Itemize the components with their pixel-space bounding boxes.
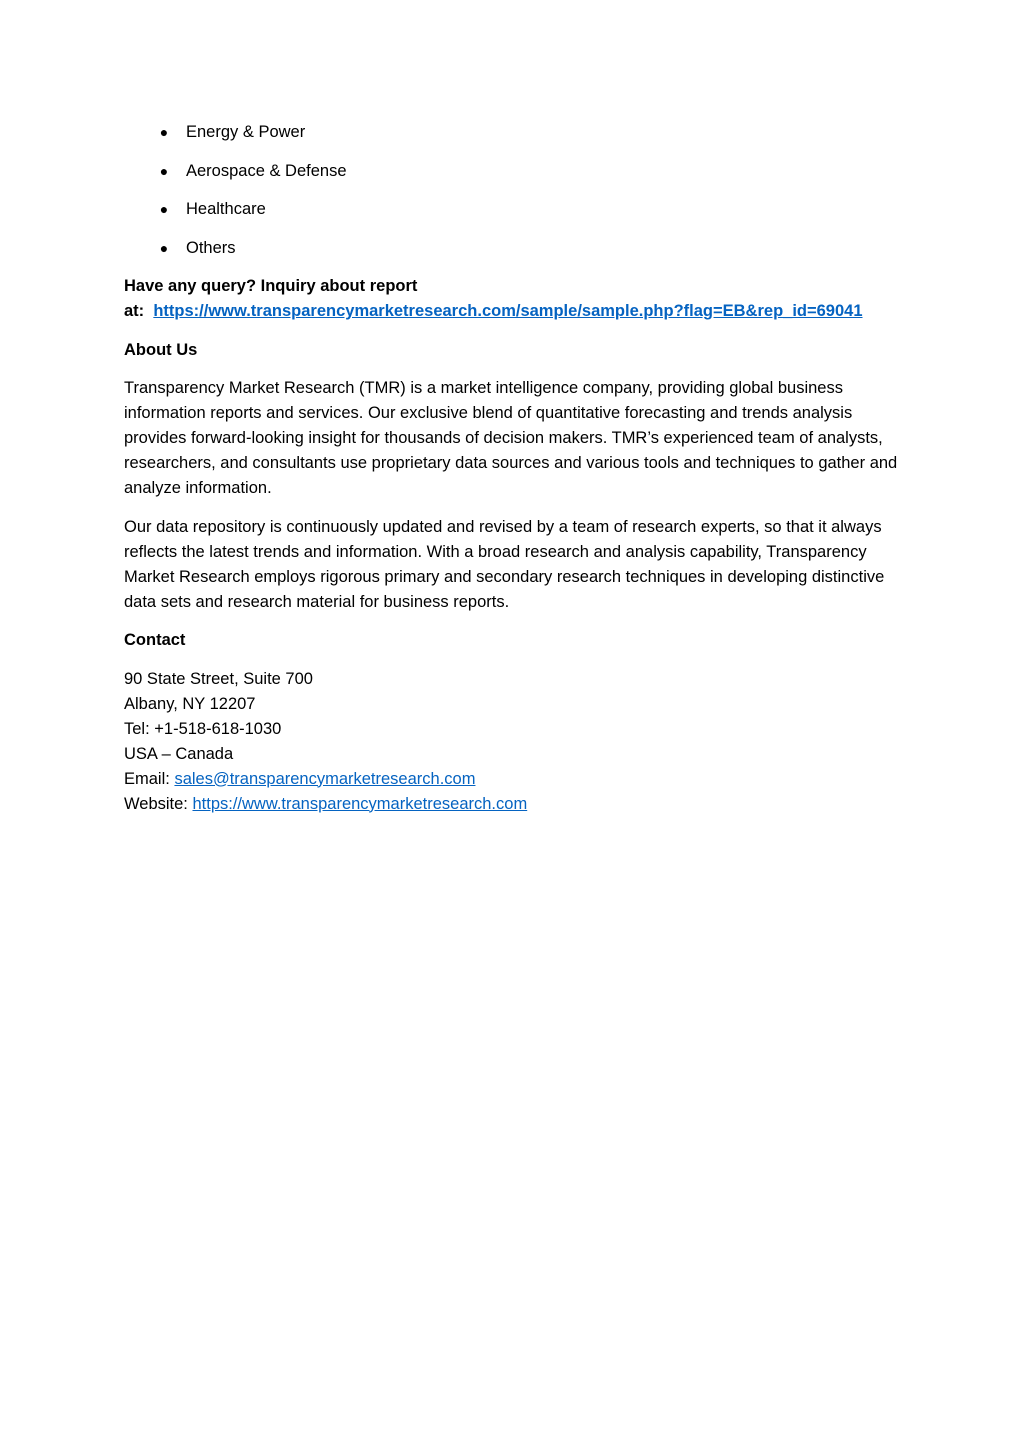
list-item-label: Energy & Power [186, 123, 306, 141]
industry-list [124, 120, 904, 261]
website-link[interactable]: https://www.transparencymarketresearch.com [192, 794, 528, 813]
email-link[interactable]: sales@transparencymarketresearch.com [174, 769, 476, 788]
inquiry-text: Have any query? Inquiry about report [124, 277, 418, 295]
contact-address-line1: 90 State Street, Suite 700 [124, 669, 313, 688]
website-label: Website: [124, 794, 188, 813]
contact-website-line [124, 792, 904, 817]
list-item [124, 236, 904, 261]
sample-report-link[interactable]: https://www.transparencymarketresearch.com/sample/sample.php?flag=EB&rep_id=69041 [153, 302, 863, 320]
about-paragraph: Our data repository is continuously updated and revised by a team of research experts, so that it always reflects the latest trends and information. With a broad research and analysis capability, Transparency Market Research employs rigorous primary and secondary research techniques in developing distinctive data sets and research material for business reports. [124, 517, 885, 611]
contact-tel: Tel: +1-518-618-1030 [124, 719, 282, 738]
list-item-label: Healthcare [186, 200, 266, 218]
about-heading: About Us [124, 340, 198, 359]
contact-address-line2: Albany, NY 12207 [124, 694, 256, 713]
about-paragraph: Transparency Market Research (TMR) is a market intelligence company, providing global business information reports and services. Our exclusive blend of quantitative forecasting and trends analysis provides forward-looking insight for thousands of decision makers. TMR’s experienced team of analysts, researchers, and consultants use proprietary data sources and various tools and techniques to gather and analyze information. [124, 379, 898, 497]
contact-region: USA – Canada [124, 744, 234, 763]
list-item-label: Others [186, 238, 236, 257]
bullet-icon: ● [159, 239, 169, 256]
bullet-icon: ● [159, 162, 169, 179]
contact-details [124, 667, 904, 817]
list-item-label: Aerospace & Defense [186, 161, 347, 180]
inquiry-link-line [124, 299, 904, 324]
contact-heading: Contact [124, 631, 186, 649]
list-item [124, 197, 904, 222]
inquiry-block [124, 274, 904, 324]
bullet-icon: ● [159, 124, 169, 140]
inquiry-prefix: at: [124, 302, 145, 320]
contact-email-line [124, 767, 904, 792]
email-label: Email: [124, 769, 170, 788]
bullet-icon: ● [159, 201, 169, 217]
list-item [124, 120, 904, 145]
document-page [124, 120, 904, 817]
list-item [124, 159, 904, 184]
